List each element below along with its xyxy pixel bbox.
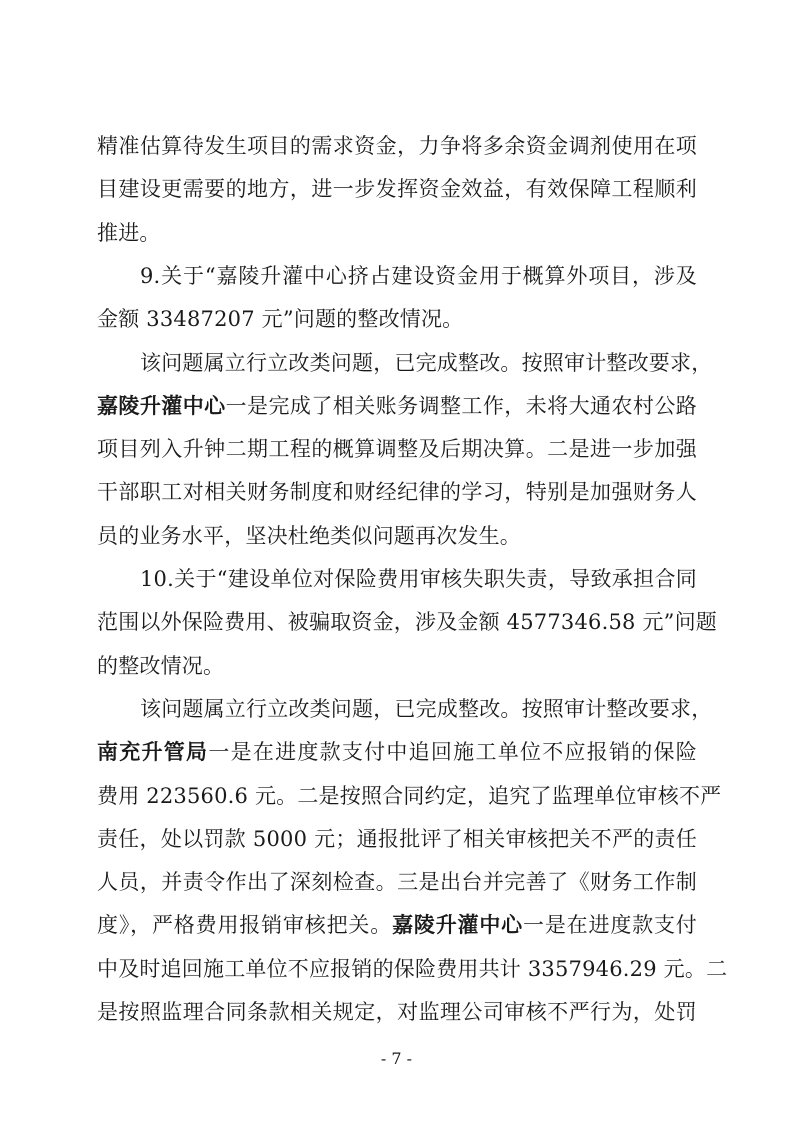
text-line-7 <box>97 388 697 424</box>
text-segment: 目建设更需要的地方，进一步发挥资金效益，有效保障工程顺利 <box>97 177 697 201</box>
text-segment: 责任，处以罚款 5000 元；通报批评了相关审核把关不严的责任 <box>97 827 697 851</box>
text-segment: 人员，并责令作出了深刻检查。三是出台并完善了《财务工作制 <box>97 870 697 894</box>
text-line-21 <box>97 994 697 1030</box>
text-segment: 精准估算待发生项目的需求资金，力争将多余资金调剂使用在项 <box>97 134 697 158</box>
text-segment: 中及时追回施工单位不应报销的保险费用共计 3357946.29 元。二 <box>97 957 728 981</box>
text-line-10 <box>97 518 697 554</box>
text-line-19 <box>97 907 697 943</box>
text-line-13 <box>97 648 697 684</box>
text-segment: 一是完成了相关账务调整工作，未将大通农村公路 <box>225 394 697 418</box>
text-line-17 <box>97 821 697 857</box>
text-segment: 员的业务水平，坚决杜绝类似问题再次发生。 <box>97 524 521 548</box>
text-segment: 该问题属立行立改类问题，已完成整改。按照审计整改要求， <box>140 697 713 721</box>
page-number: - 7 - <box>380 1049 413 1068</box>
text-segment-bold: 嘉陵升灌中心 <box>97 393 226 418</box>
text-line-18 <box>97 864 697 900</box>
text-segment: 项目列入升钟二期工程的概算调整及后期决算。二是进一步加强 <box>97 437 697 461</box>
text-segment: 干部职工对相关财务制度和财经纪律的学习，特别是加强财务人 <box>97 480 697 504</box>
text-line-20 <box>97 951 728 987</box>
text-segment: 一是在进度款支付 <box>523 913 697 937</box>
text-line-5 <box>97 301 697 337</box>
text-line-14 <box>97 691 713 727</box>
text-segment: 9.关于“嘉陵升灌中心挤占建设资金用于概算外项目，涉及 <box>140 264 697 288</box>
text-segment: 是按照监理合同条款相关规定，对监理公司审核不严行为，处罚 <box>97 1000 697 1024</box>
text-segment: 10.关于“建设单位对保险费用审核失职失责，导致承担合同 <box>140 567 697 591</box>
text-line-11 <box>97 561 697 597</box>
text-segment: 该问题属立行立改类问题，已完成整改。按照审计整改要求， <box>140 351 713 375</box>
text-segment: 范围以外保险费用、被骗取资金，涉及金额 4577346.58 元”问题 <box>97 610 718 634</box>
text-line-3 <box>97 215 697 251</box>
text-line-15 <box>97 734 697 770</box>
text-segment: 费用 223560.6 元。二是按照合同约定，追究了监理单位审核不严 <box>97 784 722 808</box>
text-line-8 <box>97 431 697 467</box>
text-segment: 度》，严格费用报销审核把关。 <box>97 913 393 937</box>
text-segment-bold: 嘉陵升灌中心 <box>392 912 524 937</box>
text-segment: 推进。 <box>97 221 161 245</box>
text-line-4 <box>97 258 697 294</box>
text-line-12 <box>97 604 718 640</box>
text-segment: 一是在进度款支付中追回施工单位不应报销的保险 <box>208 740 697 764</box>
text-line-16 <box>97 778 722 814</box>
text-segment: 金额 33487207 元”问题的整改情况。 <box>97 307 464 331</box>
text-line-9 <box>97 474 697 510</box>
text-line-6 <box>97 345 713 381</box>
text-segment: 的整改情况。 <box>97 654 225 678</box>
text-line-1 <box>97 128 697 164</box>
text-line-2 <box>97 171 697 207</box>
text-segment-bold: 南充升管局 <box>97 739 209 764</box>
